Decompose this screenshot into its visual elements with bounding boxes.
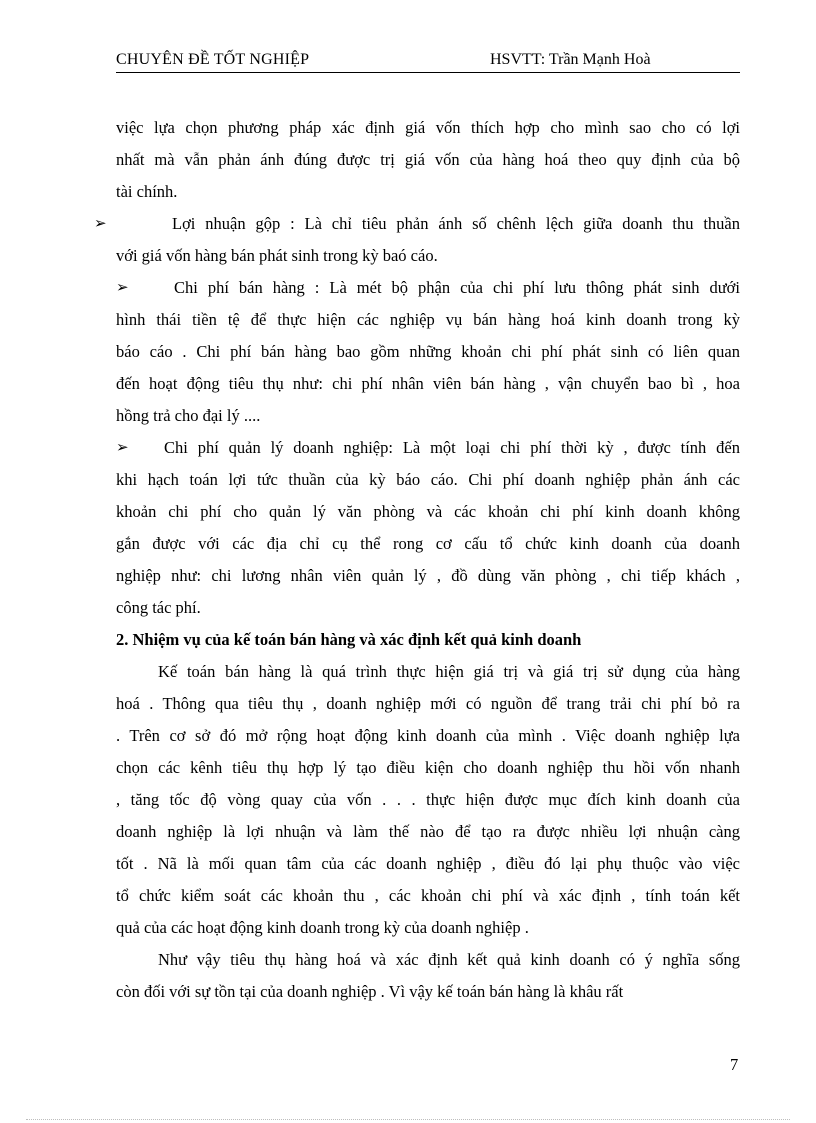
text-line: . Trên cơ sở đó mở rộng hoạt động kinh doanh của mình . Việc doanh nghiệp lựa <box>116 726 740 745</box>
text-line: tổ chức kiểm soát các khoản thu , các khoản chi phí và xác định , tính toán kết <box>116 886 740 905</box>
text-line: gắn được với các địa chỉ cụ thể rong cơ cấu tổ chức kinh doanh của doanh <box>116 534 740 553</box>
header-author: HSVTT: Trần Mạnh Hoà <box>490 51 651 68</box>
text-line: báo cáo . Chi phí bán hàng bao gồm những khoản chi phí phát sinh có liên quan <box>116 342 740 361</box>
header-title: CHUYÊN ĐỀ TỐT NGHIỆP <box>116 51 310 68</box>
text-line: tốt . Nã là mối quan tâm của các doanh nghiệp , điều đó lại phụ thuộc vào việc <box>116 854 740 873</box>
text-line: tài chính. <box>116 182 178 201</box>
text-line: khoản chi phí cho quản lý văn phòng và các khoản chi phí kinh doanh không <box>116 502 740 521</box>
text-line: quả của các hoạt động kinh doanh trong kỳ của doanh nghiệp . <box>116 918 529 937</box>
arrow-bullet-icon: ➢ <box>116 278 129 296</box>
text-line: công tác phí. <box>116 598 201 617</box>
page-header <box>116 50 740 73</box>
text-line: Như vậy tiêu thụ hàng hoá và xác định kết quả kinh doanh có ý nghĩa sống <box>158 950 740 969</box>
text-line: đến hoạt động tiêu thụ như: chi phí nhân viên bán hàng , vận chuyển bao bì , hoa <box>116 374 740 393</box>
text-line: doanh nghiệp là lợi nhuận và làm thế nào để tạo ra được nhiều lợi nhuận càng <box>116 822 740 841</box>
text-line: Chi phí bán hàng : Là mét bộ phận của chi phí lưu thông phát sinh dưới <box>174 278 740 297</box>
page-edge-divider <box>26 1119 790 1120</box>
text-line: hoá . Thông qua tiêu thụ , doanh nghiệp mới có nguồn để trang trải chi phí bỏ ra <box>116 694 740 713</box>
text-line: hồng trả cho đại lý .... <box>116 406 261 425</box>
text-line: Chi phí quản lý doanh nghiệp: Là một loại chi phí thời kỳ , được tính đến <box>164 438 740 457</box>
text-line: nhất mà vẫn phản ánh đúng được trị giá vốn của hàng hoá theo quy định của bộ <box>116 150 740 169</box>
text-line: Kế toán bán hàng là quá trình thực hiện giá trị và giá trị sử dụng của hàng <box>158 662 740 681</box>
text-line: khi hạch toán lợi tức thuần của kỳ báo cáo. Chi phí doanh nghiệp phản ánh các <box>116 470 740 489</box>
text-line: , tăng tốc độ vòng quay của vốn . . . thực hiện được mục đích kinh doanh của <box>116 790 740 809</box>
text-line: với giá vốn hàng bán phát sinh trong kỳ baó cáo. <box>116 246 438 265</box>
text-line: còn đối với sự tồn tại của doanh nghiệp . Vì vậy kế toán bán hàng là khâu rất <box>116 982 624 1001</box>
section-heading: 2. Nhiệm vụ của kế toán bán hàng và xác định kết quả kinh doanh <box>116 630 582 649</box>
arrow-bullet-icon: ➢ <box>116 438 129 456</box>
page-number: 7 <box>730 1055 739 1074</box>
text-line: nghiệp như: chi lương nhân viên quản lý , đồ dùng văn phòng , chi tiếp khách , <box>116 566 740 585</box>
text-line: hình thái tiền tệ để thực hiện các nghiệp vụ bán hàng hoá kinh doanh trong kỳ <box>116 310 740 329</box>
text-line: việc lựa chọn phương pháp xác định giá vốn thích hợp cho mình sao cho có lợi <box>116 118 740 137</box>
text-line: chọn các kênh tiêu thụ hợp lý tạo điều kiện cho doanh nghiệp thu hồi vốn nhanh <box>116 758 740 777</box>
arrow-bullet-icon: ➢ <box>94 214 107 232</box>
text-line: Lợi nhuận gộp : Là chỉ tiêu phản ánh số chênh lệch giữa doanh thu thuần <box>172 214 740 233</box>
